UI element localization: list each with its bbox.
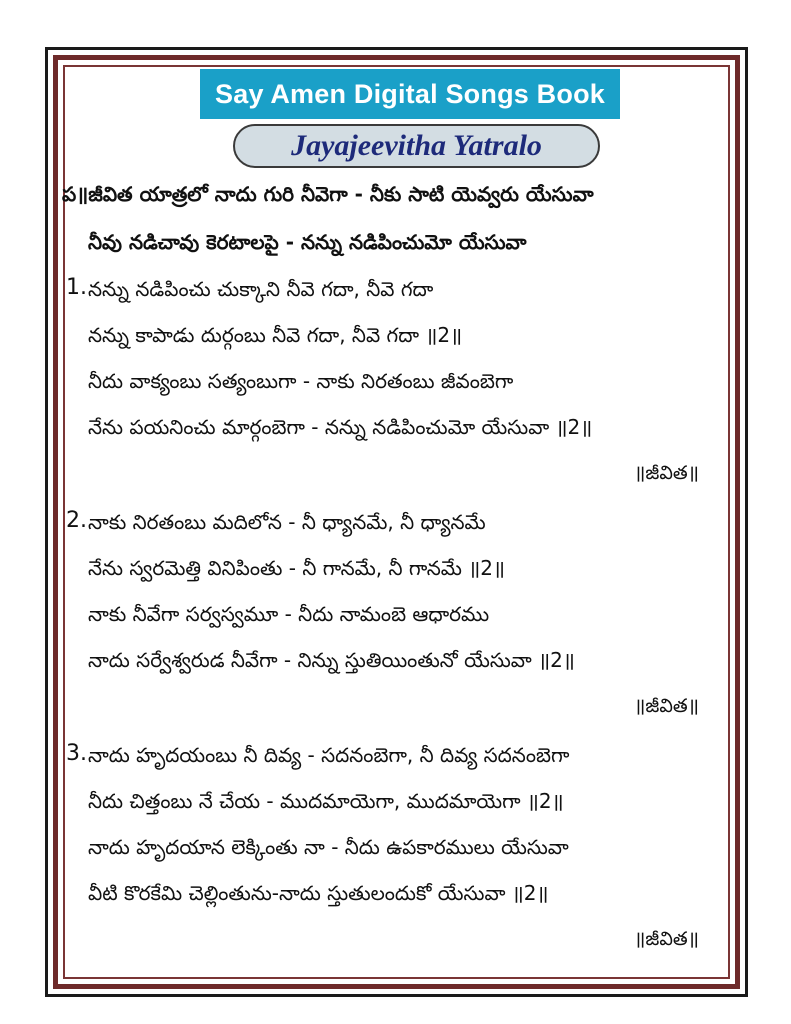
refrain-marker: ॥జీవిత॥ [634,928,699,950]
stanza-line: వీటి కొరకేమి చెల్లింతును-నాదు స్తుతులందుకో యేసువా ॥2॥ [88,881,549,905]
song-title: Jayajeevitha Yatralo [233,124,600,168]
stanza-line: నీదు చిత్తంబు నే చేయ - ముదమాయెగా, ముదమాయెగా ॥2॥ [88,789,564,813]
stanza-line: నాకు నిరతంబు మదిలోన - నీ ధ్యానమే, నీ ధ్యానమే [88,510,486,534]
stanza-line: నాదు హృదయంబు నీ దివ్య - సదనంబెగా, నీ దివ్య సదనంబెగా [88,743,570,767]
stanza-line: నేను స్వరమెత్తి వినిపింతు - నీ గానమే, నీ గానమే ॥2॥ [88,556,505,580]
pallavi-line-1: ప॥జీవిత యాత్రలో నాదు గురి నీవెగా - నీకు సాటి యెవ్వరు యేసువా [62,182,594,206]
stanza-line: నాకు నీవేగా సర్వస్వమూ - నీదు నామంబె ఆధారము [88,602,490,626]
refrain-marker: ॥జీవిత॥ [634,462,699,484]
stanza-line: నన్ను కాపాడు దుర్గంబు నీవె గదా, నీవె గదా ॥2॥ [88,323,463,347]
stanza-line: నేను పయనించు మార్గంబెగా - నన్ను నడిపించుమో యేసువా ॥2॥ [88,415,593,439]
stanza-line: నాదు హృదయాన లెక్కింతు నా - నీదు ఉపకారములు యేసువా [88,835,569,859]
stanza-number: 2. [66,508,87,533]
stanza-line: నన్ను నడిపించు చుక్కాని నీవె గదా, నీవె గదా [88,277,434,301]
stanza-line: నీదు వాక్యంబు సత్యంబుగా - నాకు నిరతంబు జీవంబెగా [88,369,514,393]
stanza-number: 3. [66,741,87,766]
stanza-number: 1. [66,275,87,300]
stanza-line: నాదు సర్వేశ్వరుడ నీవేగా - నిన్ను స్తుతియింతునో యేసువా ॥2॥ [88,648,575,672]
pallavi-line-2: నీవు నడిచావు కెరటాలపై - నన్ను నడిపించుమో యేసువా [88,230,527,254]
refrain-marker: ॥జీవిత॥ [634,695,699,717]
book-banner: Say Amen Digital Songs Book [200,69,620,119]
